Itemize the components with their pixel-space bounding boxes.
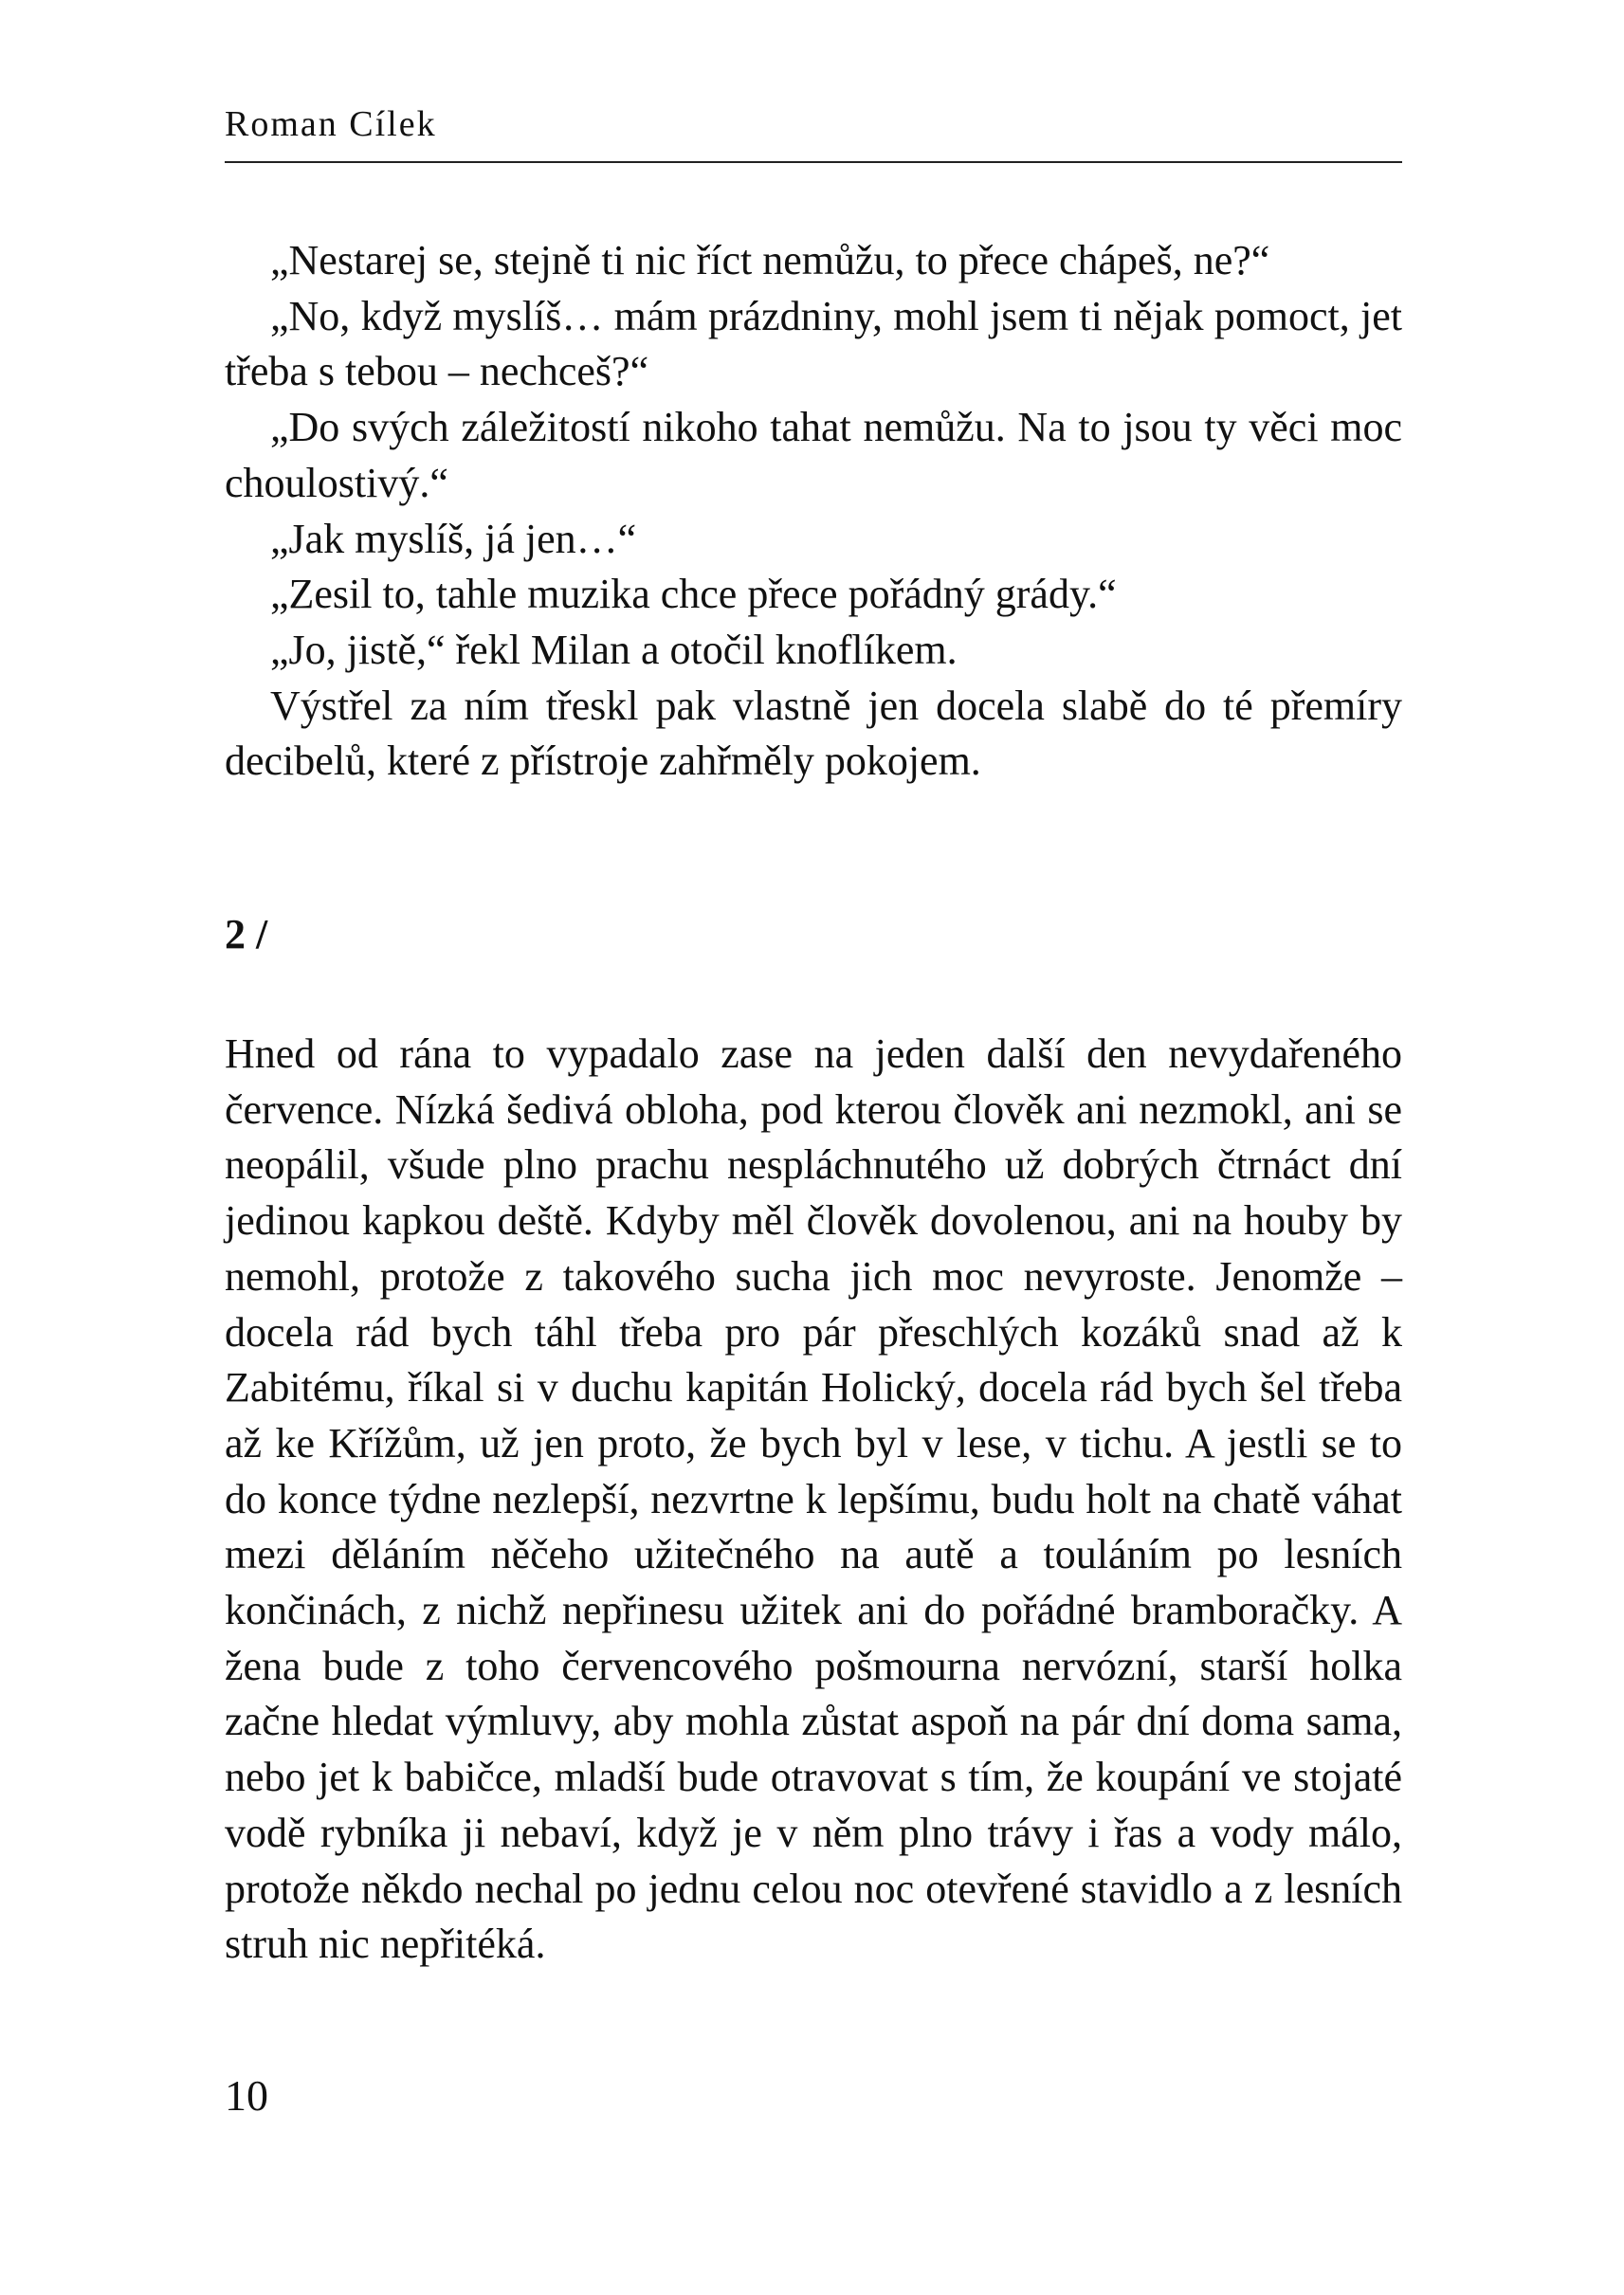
chapter-heading: 2 / <box>225 911 268 957</box>
chapter-opening-paragraph: Hned od rána to vypadalo zase na jeden další den nevydařeného července. Nízká šedivá obloha, pod kterou člověk ani nezmokl, ani se neopálil, všude plno prachu nespláchnutého už dobrých čtrnáct dní jedinou kapkou deště. Kdyby měl člověk dovolenou, ani na houby by nemohl, protože z takového sucha jich moc nevyroste. Jenomže – docela rád bych táhl třeba pro pár přeschlých kozáků snad až k Zabitému, říkal si v duchu kapitán Holický, docela rád bych šel třeba až ke Křížům, už jen proto, že bych byl v lese, v tichu. A jestli se to do konce týdne nezlepší, nezvrtne k lepšímu, budu holt na chatě váhat mezi děláním něčeho užitečného na autě a touláním po lesních končinách, z nichž nepřinesu užitek ani do pořádné bramboračky. A žena bude z toho červencového pošmourna nervózní, starší holka začne hledat výmluvy, aby mohla zůstat aspoň na pár dní doma sama, nebo jet k babičce, mladší bude otravovat s tím, že koupání ve stojaté vodě rybníka ji nebaví, když je v něm plno trávy i řas a vody málo, protože někdo nechal po jednu celou noc otevřené stavidlo a z lesních struh nic nepřitéká. <box>225 1030 1402 1968</box>
paragraph: „Jak myslíš, já jen…“ <box>270 515 637 562</box>
page-number: 10 <box>225 2071 268 2120</box>
paragraph: „No, když myslíš… mám prázdniny, mohl jsem ti nějak pomoct, jet třeba s tebou – nechceš?“ <box>225 292 1402 395</box>
chapter-body <box>225 1027 1402 1973</box>
paragraph: „Do svých záležitostí nikoho tahat nemůžu. Na to jsou ty věci moc choulostivý.“ <box>225 404 1402 506</box>
header-rule <box>225 161 1402 163</box>
paragraph: Výstřel za ním třeskl pak vlastně jen docela slabě do té přemíry decibelů, které z přístroje zahřměly pokojem. <box>225 682 1402 785</box>
running-head-author: Roman Cílek <box>225 104 437 144</box>
paragraph: „Zesil to, tahle muzika chce přece pořádný grády.“ <box>270 571 1117 618</box>
paragraph: „Jo, jistě,“ řekl Milan a otočil knoflíkem. <box>270 626 958 673</box>
dialogue-section <box>225 233 1402 790</box>
paragraph: „Nestarej se, stejně ti nic říct nemůžu, to přece chápeš, ne?“ <box>270 237 1270 283</box>
